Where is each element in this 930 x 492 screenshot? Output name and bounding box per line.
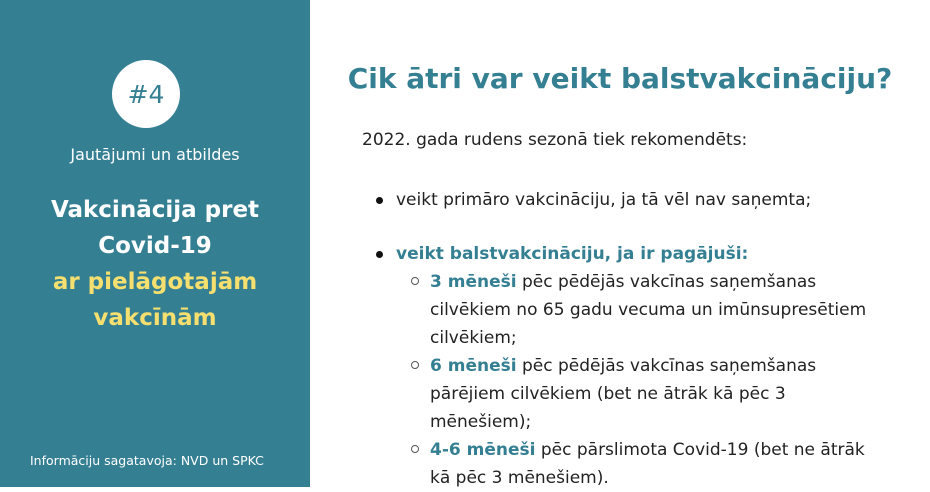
circle-bullet-icon [411, 277, 419, 285]
recommendation-list [362, 186, 870, 492]
sub-item-text: pēc pārslimota Covid-19 (bet ne ātrāk kā pēc 3 mēnešiem). [430, 440, 865, 488]
sidebar-title [0, 192, 310, 336]
list-item-text: veikt balstvakcināciju, ja ir pagājuši: [396, 244, 749, 264]
page-title: Cik ātri var veikt balstvakcināciju? [347, 62, 893, 95]
sidebar-subtitle: Jautājumi un atbildes [70, 145, 240, 164]
sub-item-text: pēc pēdējās vakcīnas saņemšanas pārējiem cilvēkiem (bet ne ātrāk kā pēc 3 mēnešiem); [430, 356, 817, 432]
sub-item-text: pēc pēdējās vakcīnas saņemšanas cilvēkiem no 65 gadu vecuma un imūnsupresētiem cilvēkiem; [430, 272, 867, 348]
circle-bullet-icon [411, 445, 419, 453]
list-item-text: veikt primāro vakcināciju, ja tā vēl nav saņemta; [396, 190, 812, 210]
sub-list-item [362, 436, 870, 492]
intro-text: 2022. gada rudens sezonā tiek rekomendēts: [362, 130, 748, 150]
sub-item-highlight: 3 mēneši [430, 272, 517, 292]
circle-bullet-icon [411, 361, 419, 369]
sidebar-title-line1: Vakcinācija pret [50, 197, 260, 223]
main-content [310, 0, 930, 487]
sub-list-item [362, 352, 870, 436]
bullet-icon [376, 197, 383, 204]
bullet-icon [376, 251, 383, 258]
list-item [362, 186, 870, 214]
sub-list-item [362, 268, 870, 352]
badge-number: #4 [127, 79, 165, 109]
list-item [362, 240, 870, 268]
sidebar-panel [0, 0, 310, 487]
sidebar-title-line2: Covid-19 [98, 233, 212, 259]
number-badge [112, 60, 180, 128]
sub-item-highlight: 4-6 mēneši [430, 440, 536, 460]
sidebar-title-line3: ar pielāgotajām [52, 269, 258, 295]
credits-text: Informāciju sagatavoja: NVD un SPKC [30, 453, 264, 468]
sub-item-highlight: 6 mēneši [430, 356, 517, 376]
sidebar-title-line4: vakcīnām [93, 305, 217, 331]
